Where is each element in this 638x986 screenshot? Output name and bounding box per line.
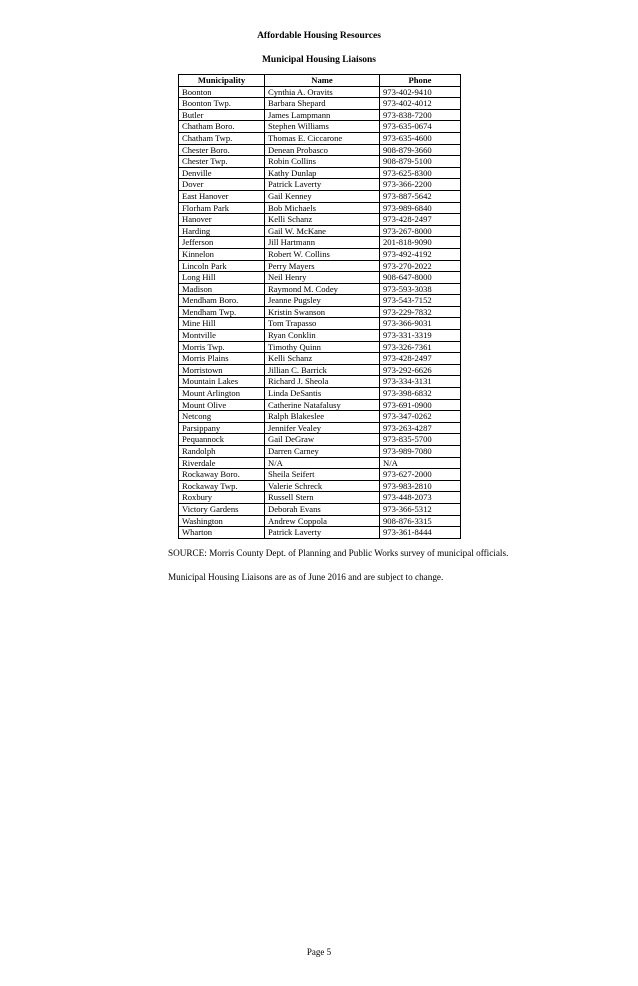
cell-phone: 973-366-9031: [380, 318, 461, 330]
cell-name: Cynthia A. Oravits: [265, 86, 380, 98]
table-row: [179, 446, 461, 458]
cell-municipality: Chester Twp.: [179, 156, 265, 168]
table-row: [179, 167, 461, 179]
document-title: Affordable Housing Resources: [257, 31, 381, 41]
cell-phone: 908-879-5100: [380, 156, 461, 168]
cell-phone: 973-627-2000: [380, 469, 461, 481]
cell-municipality: Mendham Twp.: [179, 306, 265, 318]
cell-municipality: Harding: [179, 225, 265, 237]
cell-name: Catherine Natafalusy: [265, 399, 380, 411]
cell-phone: 973-835-5700: [380, 434, 461, 446]
cell-phone: N/A: [380, 457, 461, 469]
cell-municipality: Victory Gardens: [179, 503, 265, 515]
cell-phone: 908-647-8000: [380, 272, 461, 284]
cell-municipality: Chatham Boro.: [179, 121, 265, 133]
cell-name: Timothy Quinn: [265, 341, 380, 353]
table-row: [179, 98, 461, 110]
cell-municipality: Netcong: [179, 411, 265, 423]
cell-name: Raymond M. Codey: [265, 283, 380, 295]
cell-name: Kelli Schanz: [265, 353, 380, 365]
cell-municipality: Denville: [179, 167, 265, 179]
table-row: [179, 388, 461, 400]
table-row: [179, 480, 461, 492]
header-name: Name: [265, 75, 380, 87]
header-row: [179, 75, 461, 87]
cell-name: Patrick Laverty: [265, 179, 380, 191]
cell-municipality: Roxbury: [179, 492, 265, 504]
cell-phone: 973-838-7200: [380, 109, 461, 121]
table-body: [179, 86, 461, 538]
cell-name: Kathy Dunlap: [265, 167, 380, 179]
page-number: Page 5: [306, 947, 332, 957]
cell-phone: 973-983-2810: [380, 480, 461, 492]
table-row: [179, 364, 461, 376]
cell-name: Kristin Swanson: [265, 306, 380, 318]
table-row: [179, 283, 461, 295]
cell-municipality: Florham Park: [179, 202, 265, 214]
table-row: [179, 144, 461, 156]
cell-name: Richard J. Sheola: [265, 376, 380, 388]
cell-municipality: Chester Boro.: [179, 144, 265, 156]
cell-municipality: Parsippany: [179, 422, 265, 434]
table-row: [179, 237, 461, 249]
table-row: [179, 121, 461, 133]
cell-phone: 973-366-5312: [380, 503, 461, 515]
cell-municipality: Dover: [179, 179, 265, 191]
cell-phone: 973-292-6626: [380, 364, 461, 376]
table-row: [179, 492, 461, 504]
table-row: [179, 132, 461, 144]
table-row: [179, 330, 461, 342]
table-row: [179, 399, 461, 411]
cell-phone: 973-331-3319: [380, 330, 461, 342]
cell-municipality: Boonton: [179, 86, 265, 98]
cell-municipality: Randolph: [179, 446, 265, 458]
table-row: [179, 503, 461, 515]
cell-name: James Lampmann: [265, 109, 380, 121]
date-note: Municipal Housing Liaisons are as of June 2016 and are subject to change.: [168, 572, 444, 582]
cell-name: Robin Collins: [265, 156, 380, 168]
table-row: [179, 214, 461, 226]
cell-name: Gail DeGraw: [265, 434, 380, 446]
cell-name: Stephen Williams: [265, 121, 380, 133]
cell-phone: 973-635-0674: [380, 121, 461, 133]
table-row: [179, 341, 461, 353]
cell-municipality: Washington: [179, 515, 265, 527]
table-row: [179, 272, 461, 284]
cell-phone: 973-402-9410: [380, 86, 461, 98]
cell-name: Jill Hartmann: [265, 237, 380, 249]
cell-phone: 973-593-3038: [380, 283, 461, 295]
cell-phone: 973-448-2073: [380, 492, 461, 504]
cell-municipality: Morris Twp.: [179, 341, 265, 353]
cell-phone: 973-887-5642: [380, 190, 461, 202]
cell-municipality: Mount Olive: [179, 399, 265, 411]
table-row: [179, 260, 461, 272]
cell-municipality: Jefferson: [179, 237, 265, 249]
table-row: [179, 202, 461, 214]
cell-name: Russell Stern: [265, 492, 380, 504]
table-header: [179, 75, 461, 87]
cell-municipality: Rockaway Boro.: [179, 469, 265, 481]
header-phone: Phone: [380, 75, 461, 87]
cell-municipality: Mendham Boro.: [179, 295, 265, 307]
cell-phone: 973-428-2497: [380, 214, 461, 226]
cell-phone: 973-347-0262: [380, 411, 461, 423]
cell-name: Sheila Seifert: [265, 469, 380, 481]
cell-phone: 973-428-2497: [380, 353, 461, 365]
cell-phone: 973-270-2022: [380, 260, 461, 272]
cell-phone: 973-625-8300: [380, 167, 461, 179]
cell-name: Barbara Shepard: [265, 98, 380, 110]
table-row: [179, 295, 461, 307]
cell-municipality: Butler: [179, 109, 265, 121]
cell-phone: 201-818-9090: [380, 237, 461, 249]
table-row: [179, 156, 461, 168]
cell-name: Tom Trapasso: [265, 318, 380, 330]
cell-phone: 973-334-3131: [380, 376, 461, 388]
table-row: [179, 225, 461, 237]
cell-phone: 973-267-8000: [380, 225, 461, 237]
cell-name: Jennifer Vealey: [265, 422, 380, 434]
table-row: [179, 457, 461, 469]
cell-municipality: Mount Arlington: [179, 388, 265, 400]
cell-municipality: Kinnelon: [179, 248, 265, 260]
cell-phone: 973-398-6832: [380, 388, 461, 400]
cell-municipality: Lincoln Park: [179, 260, 265, 272]
cell-name: Patrick Laverty: [265, 527, 380, 539]
table-row: [179, 515, 461, 527]
cell-municipality: Madison: [179, 283, 265, 295]
cell-municipality: Morristown: [179, 364, 265, 376]
cell-phone: 973-263-4287: [380, 422, 461, 434]
cell-phone: 973-543-7152: [380, 295, 461, 307]
cell-municipality: Rockaway Twp.: [179, 480, 265, 492]
table-row: [179, 318, 461, 330]
cell-name: Andrew Coppola: [265, 515, 380, 527]
cell-phone: 973-361-8444: [380, 527, 461, 539]
cell-name: Kelli Schanz: [265, 214, 380, 226]
table-row: [179, 411, 461, 423]
table-row: [179, 422, 461, 434]
cell-phone: 973-635-4600: [380, 132, 461, 144]
cell-phone: 973-492-4192: [380, 248, 461, 260]
table-row: [179, 527, 461, 539]
table-row: [179, 376, 461, 388]
cell-name: Jeanne Pugsley: [265, 295, 380, 307]
cell-municipality: Mine Hill: [179, 318, 265, 330]
cell-name: Valerie Schreck: [265, 480, 380, 492]
table-row: [179, 248, 461, 260]
document-subtitle: Municipal Housing Liaisons: [261, 55, 377, 65]
cell-phone: 908-876-3315: [380, 515, 461, 527]
cell-name: Gail W. McKane: [265, 225, 380, 237]
cell-municipality: Wharton: [179, 527, 265, 539]
cell-phone: 973-326-7361: [380, 341, 461, 353]
cell-phone: 908-879-3660: [380, 144, 461, 156]
cell-phone: 973-366-2200: [380, 179, 461, 191]
cell-name: Jillian C. Barrick: [265, 364, 380, 376]
cell-municipality: Long Hill: [179, 272, 265, 284]
cell-name: Gail Kenney: [265, 190, 380, 202]
table-row: [179, 109, 461, 121]
cell-municipality: Boonton Twp.: [179, 98, 265, 110]
cell-phone: 973-989-7080: [380, 446, 461, 458]
cell-name: Neil Henry: [265, 272, 380, 284]
cell-name: Linda DeSantis: [265, 388, 380, 400]
liaisons-table: [178, 74, 461, 539]
cell-name: Denean Probasco: [265, 144, 380, 156]
table-row: [179, 353, 461, 365]
cell-phone: 973-229-7832: [380, 306, 461, 318]
cell-municipality: Montville: [179, 330, 265, 342]
cell-name: Ralph Blakeslee: [265, 411, 380, 423]
cell-name: Ryan Conklin: [265, 330, 380, 342]
cell-municipality: Morris Plains: [179, 353, 265, 365]
cell-name: Deborah Evans: [265, 503, 380, 515]
table-row: [179, 434, 461, 446]
cell-name: Robert W. Collins: [265, 248, 380, 260]
cell-name: Perry Mayers: [265, 260, 380, 272]
table-row: [179, 179, 461, 191]
cell-municipality: Mountain Lakes: [179, 376, 265, 388]
cell-name: Darren Carney: [265, 446, 380, 458]
cell-municipality: East Hanover: [179, 190, 265, 202]
cell-phone: 973-691-0900: [380, 399, 461, 411]
table-row: [179, 86, 461, 98]
header-municipality: Municipality: [179, 75, 265, 87]
cell-name: Thomas E. Ciccarone: [265, 132, 380, 144]
source-note: SOURCE: Morris County Dept. of Planning and Public Works survey of municipal officials.: [168, 548, 509, 558]
cell-name: N/A: [265, 457, 380, 469]
cell-municipality: Hanover: [179, 214, 265, 226]
cell-municipality: Riverdale: [179, 457, 265, 469]
cell-phone: 973-402-4012: [380, 98, 461, 110]
cell-phone: 973-989-6840: [380, 202, 461, 214]
table-row: [179, 469, 461, 481]
cell-name: Bob Michaels: [265, 202, 380, 214]
cell-municipality: Pequannock: [179, 434, 265, 446]
table-row: [179, 306, 461, 318]
table-row: [179, 190, 461, 202]
cell-municipality: Chatham Twp.: [179, 132, 265, 144]
